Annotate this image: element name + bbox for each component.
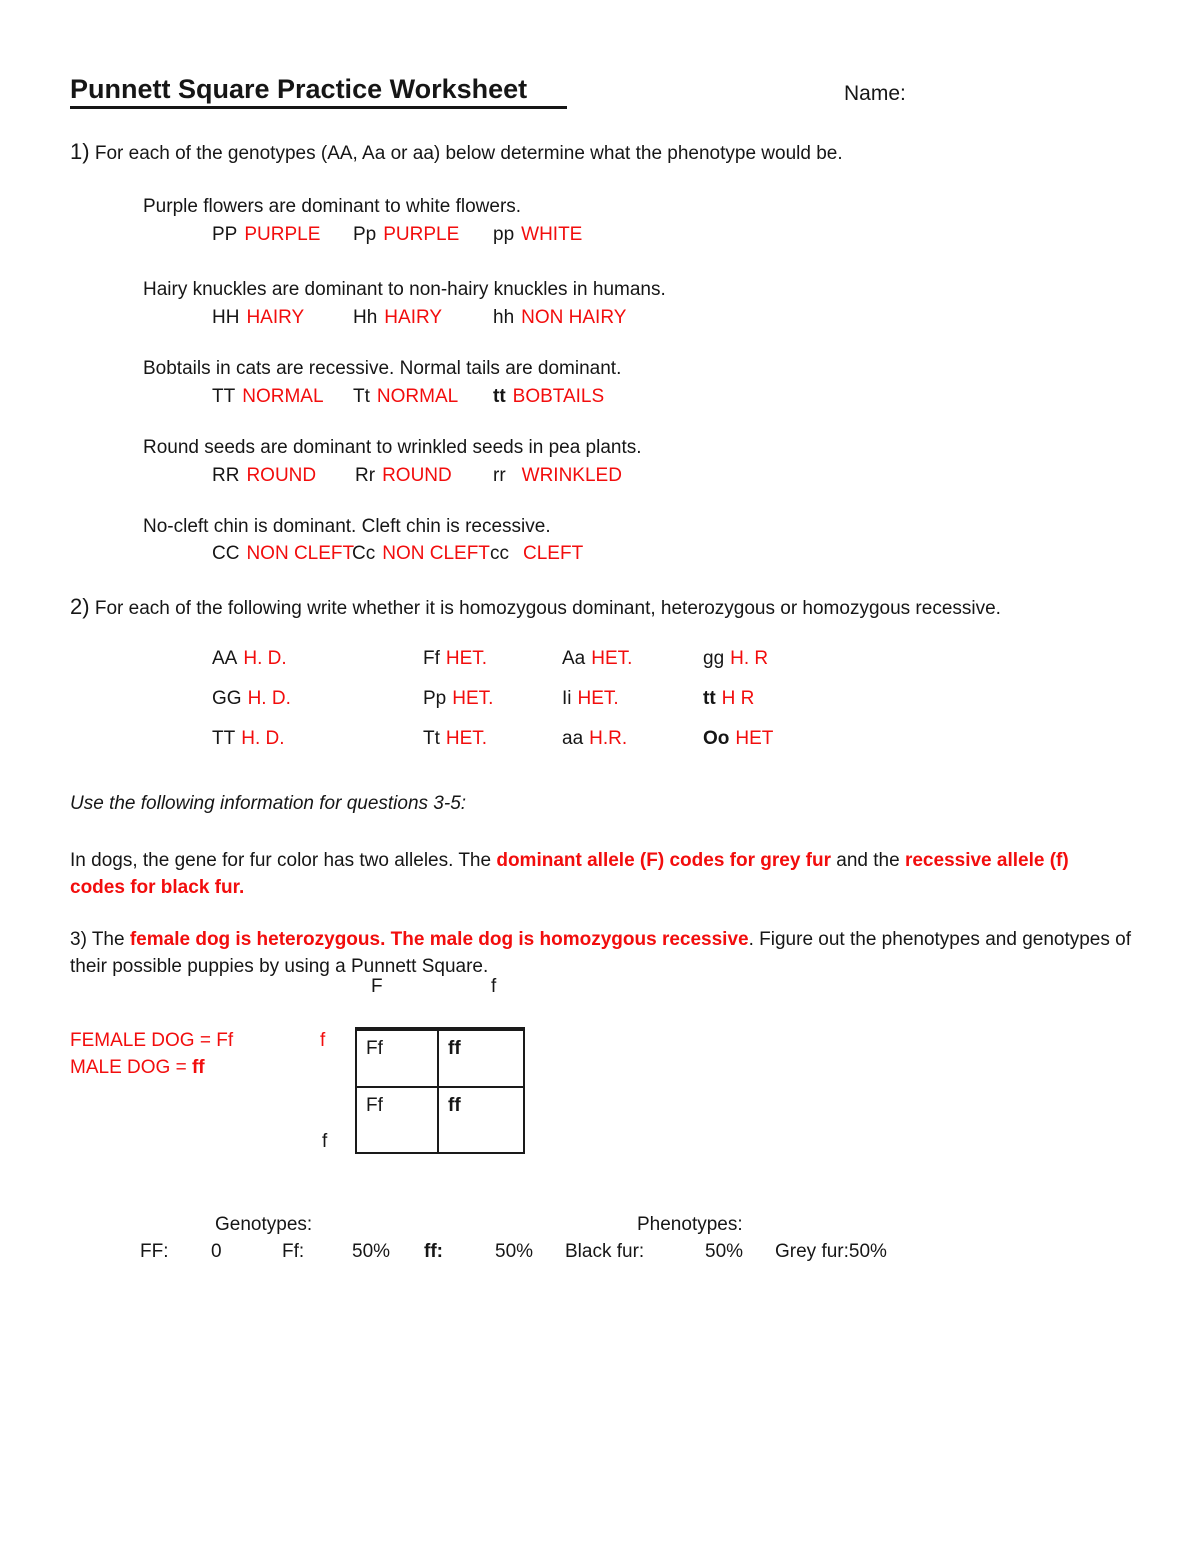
phenotype-answer: NORMAL — [242, 386, 324, 407]
answer-pair — [493, 386, 604, 408]
classification-answer: H R — [721, 688, 755, 709]
genotype: Aa — [562, 648, 586, 669]
question-2-text: For each of the following write whether it is homozygous dominant, heterozygous or homozygous recessive. — [94, 598, 1001, 619]
phenotype-answer: PURPLE — [383, 224, 460, 245]
result-ff-cap-label: FF: — [140, 1241, 169, 1262]
info-paragraph-line1 — [70, 847, 1069, 874]
genotype: rr — [493, 465, 506, 486]
grid-cell — [562, 688, 619, 710]
classification-answer: H. D. — [243, 648, 287, 669]
classification-answer: HET. — [445, 728, 488, 749]
phenotype-answer: ROUND — [246, 465, 317, 486]
genotype: PP — [212, 224, 238, 245]
genotype: Ff — [423, 648, 440, 669]
punnett-square-table — [355, 1027, 525, 1154]
question-3-female: female dog is heterozygous — [129, 929, 381, 950]
male-dog-genotype: ff — [191, 1057, 205, 1078]
section-bobtails-answers — [212, 386, 772, 410]
question-2-grid — [212, 648, 912, 758]
info-dominant-allele: dominant allele (F) codes for grey fur — [496, 850, 832, 871]
genotype: CC — [212, 543, 240, 564]
grid-cell — [212, 648, 287, 670]
section-flowers-prompt: Purple flowers are dominant to white flowers. — [143, 196, 522, 217]
answer-pair — [212, 465, 316, 487]
result-blackfur-value: 50% — [705, 1241, 744, 1262]
genotype: gg — [703, 648, 725, 669]
genotype: tt — [703, 688, 716, 709]
genotype: Cc — [352, 543, 376, 564]
phenotypes-label: Phenotypes: — [637, 1214, 743, 1235]
result-ff-rec-value: 50% — [495, 1241, 534, 1262]
answer-pair — [353, 386, 458, 408]
classification-answer: HET. — [577, 688, 619, 709]
punnett-col-header-f: f — [491, 976, 497, 997]
genotype: hh — [493, 307, 515, 328]
section-knuckles-prompt: Hairy knuckles are dominant to non-hairy knuckles in humans. — [143, 279, 666, 300]
classification-answer: HET. — [591, 648, 633, 669]
punnett-col-header-F: F — [371, 976, 383, 997]
genotype: Pp — [353, 224, 377, 245]
grid-cell — [423, 688, 493, 710]
phenotype-answer: PURPLE — [244, 224, 321, 245]
info-text: and the — [831, 850, 905, 871]
answer-pair — [212, 543, 354, 565]
female-dog-text: FEMALE DOG = — [70, 1030, 217, 1051]
info-recessive-allele: recessive allele (f) — [904, 850, 1069, 871]
answer-pair — [353, 224, 459, 246]
classification-answer: HET — [735, 728, 774, 749]
answer-pair — [493, 465, 622, 487]
punnett-cell-4: ff — [448, 1095, 461, 1116]
result-ff-rec-label: ff: — [424, 1241, 443, 1262]
section-flowers-answers — [212, 224, 772, 248]
male-dog-label — [70, 1057, 205, 1079]
grid-cell — [423, 728, 487, 750]
result-greyfur-label: Grey fur: — [775, 1241, 849, 1262]
phenotype-answer: NON HAIRY — [521, 307, 627, 328]
phenotype-answer: NON CLEFT — [246, 543, 355, 564]
answer-pair — [353, 307, 442, 329]
phenotype-answer: WHITE — [521, 224, 583, 245]
question-2 — [70, 594, 1001, 620]
phenotype-answer: BOBTAILS — [512, 386, 605, 407]
genotype: aa — [562, 728, 584, 749]
genotype: Hh — [353, 307, 378, 328]
classification-answer: HET. — [445, 648, 488, 669]
punnett-cell-1: Ff — [357, 1031, 439, 1088]
question-3-text: . Figure out the phenotypes and genotypes of — [748, 929, 1131, 950]
female-dog-label — [70, 1030, 233, 1052]
question-2-number: 2) — [70, 594, 90, 619]
genotype: Rr — [355, 465, 376, 486]
genotype: Pp — [423, 688, 447, 709]
info-recessive-allele-cont: codes for black fur. — [70, 877, 245, 898]
info-italic-note: Use the following information for questions 3-5: — [70, 793, 467, 814]
question-3-line1 — [70, 926, 1131, 953]
question-3-line2: their possible puppies by using a Punnett Square. — [70, 956, 489, 977]
grid-cell — [703, 728, 773, 750]
grid-cell — [423, 648, 487, 670]
phenotype-answer: HAIRY — [384, 307, 443, 328]
section-chin-answers — [212, 543, 772, 567]
section-knuckles-answers — [212, 307, 772, 331]
name-label: Name: — [844, 82, 906, 105]
genotype: Tt — [423, 728, 440, 749]
grid-cell — [562, 648, 632, 670]
male-dog-text: MALE DOG = — [70, 1057, 192, 1078]
phenotype-answer: CLEFT — [523, 543, 584, 564]
section-chin-prompt: No-cleft chin is dominant. Cleft chin is recessive. — [143, 516, 551, 537]
genotype: Ii — [562, 688, 572, 709]
genotype: cc — [490, 543, 509, 564]
grid-cell — [212, 688, 291, 710]
result-greyfur-value: 50% — [848, 1241, 887, 1262]
result-het-value: 50% — [352, 1241, 391, 1262]
grid-cell — [212, 728, 285, 750]
punnett-row-header-f-top: f — [320, 1030, 326, 1051]
answer-pair — [493, 224, 582, 246]
answer-pair — [212, 307, 304, 329]
genotype: pp — [493, 224, 515, 245]
grid-cell — [703, 688, 754, 710]
section-seeds-prompt: Round seeds are dominant to wrinkled seeds in pea plants. — [143, 437, 642, 458]
grid-cell — [703, 648, 768, 670]
phenotype-answer: NON CLEFT — [382, 543, 490, 564]
genotype: Oo — [703, 728, 730, 749]
answer-pair — [212, 224, 320, 246]
answer-pair — [352, 543, 490, 565]
punnett-cell-2: ff — [439, 1031, 523, 1088]
phenotype-answer: ROUND — [382, 465, 452, 486]
genotypes-label: Genotypes: — [215, 1214, 313, 1235]
question-1 — [70, 139, 843, 165]
genotype: HH — [212, 307, 240, 328]
phenotype-answer: WRINKLED — [521, 465, 622, 486]
result-greyfur — [775, 1241, 887, 1263]
grid-cell — [562, 728, 627, 750]
result-ff-cap-value: 0 — [211, 1241, 222, 1262]
classification-answer: H. R — [730, 648, 769, 669]
punnett-row-header-f-bottom: f — [322, 1131, 328, 1152]
answer-pair — [212, 386, 324, 408]
section-seeds-answers — [212, 465, 772, 489]
classification-answer: H.R. — [589, 728, 628, 749]
classification-answer: H. D. — [241, 728, 285, 749]
answer-pair — [493, 307, 626, 329]
classification-answer: H. D. — [247, 688, 291, 709]
punnett-cell-3: Ff — [357, 1088, 439, 1152]
result-blackfur-label: Black fur: — [565, 1241, 645, 1262]
genotype: tt — [493, 386, 506, 407]
info-text: In dogs, the gene for fur color has two alleles. The — [70, 850, 497, 871]
phenotype-answer: NORMAL — [376, 386, 459, 407]
answer-pair — [490, 543, 583, 565]
genotype: TT — [212, 728, 236, 749]
female-dog-genotype: Ff — [216, 1030, 234, 1051]
question-1-text: For each of the genotypes (AA, Aa or aa) below determine what the phenotype would be. — [94, 143, 843, 164]
question-1-number: 1) — [70, 139, 90, 164]
answer-pair — [355, 465, 452, 487]
question-3-text: 3) The — [70, 929, 130, 950]
question-3-male: . The male dog is homozygous recessive — [380, 929, 749, 950]
page-title: Punnett Square Practice Worksheet — [70, 74, 567, 109]
genotype: TT — [212, 386, 236, 407]
result-het-label: Ff: — [282, 1241, 305, 1262]
genotype: RR — [212, 465, 240, 486]
section-bobtails-prompt: Bobtails in cats are recessive. Normal tails are dominant. — [143, 358, 622, 379]
genotype: GG — [212, 688, 242, 709]
classification-answer: HET. — [452, 688, 494, 709]
genotype: Tt — [353, 386, 370, 407]
genotype: AA — [212, 648, 238, 669]
info-paragraph-line2 — [70, 874, 244, 901]
header-row — [70, 74, 567, 109]
phenotype-answer: HAIRY — [246, 307, 305, 328]
